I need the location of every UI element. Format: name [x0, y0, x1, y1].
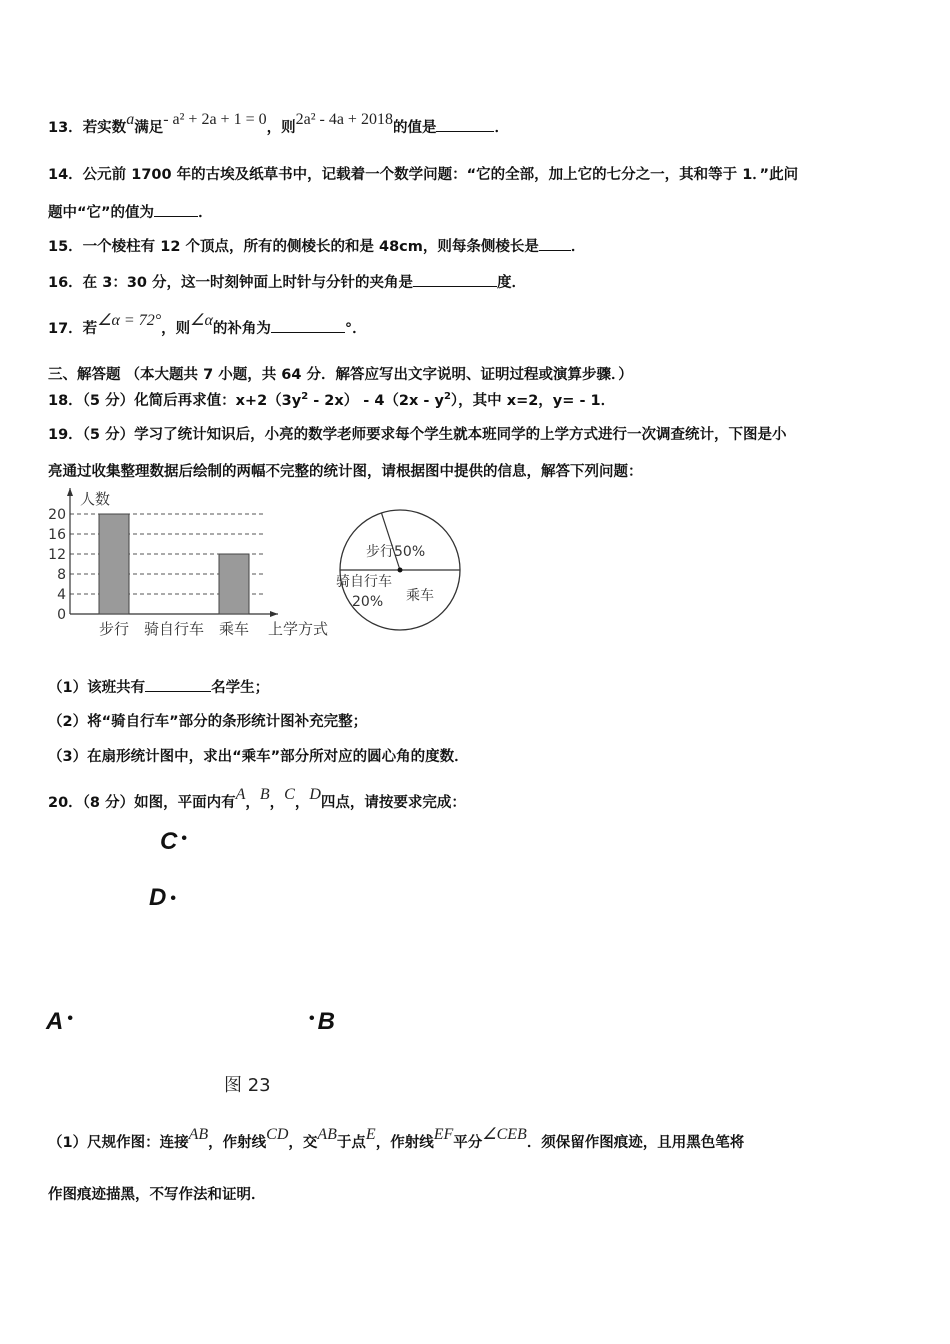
question-13: 13．若实数a满足- a² + 2a + 1 = 0，则2a² - 4a + 2018的值是 ． [48, 111, 509, 136]
section-heading: 三、解答题 （本大题共 7 小题，共 64 分．解答应写出文字说明、证明过程或演算步骤．） [48, 367, 633, 383]
question-20-part1-line2: 作图痕迹描黑，不写作法和证明． [48, 1187, 266, 1203]
var-a: a [126, 111, 135, 128]
y-tick-label: 12 [48, 547, 66, 563]
bar-chart [46, 486, 336, 642]
y-tick-label: 16 [48, 527, 66, 543]
question-19-part3: （3）在扇形统计图中，求出“乘车”部分所对应的圆心角的度数． [48, 749, 469, 765]
point-d: D • [149, 884, 176, 911]
question-14: 14．公元前 1700 年的古埃及纸草书中，记载着一个数学问题：“它的全部，加上它的七分之一，其和等于 1．”此问 [48, 167, 799, 183]
y-axis-arrow [67, 488, 73, 496]
y-tick-label: 20 [48, 507, 66, 523]
equation: - a² + 2a + 1 = 0 [163, 111, 267, 128]
answer-blank[interactable] [145, 677, 211, 692]
y-tick-label: 0 [57, 607, 66, 623]
pie-slice-boundary [381, 513, 400, 570]
question-15: 15．一个棱柱有 12 个顶点，所有的侧棱长的和是 48cm，则每条侧棱长是 ． [48, 235, 585, 256]
answer-blank[interactable] [154, 202, 198, 217]
pie-label-bike: 骑自行车 [336, 574, 392, 590]
y-tick-label: 4 [57, 587, 66, 603]
question-19-part2: （2）将“骑自行车”部分的条形统计图补充完整； [48, 714, 368, 730]
pie-label-bike-pct: 20% [352, 594, 384, 610]
point-a: A • [46, 1008, 73, 1035]
question-19-line2: 亮通过收集整理数据后绘制的两幅不完整的统计图，请根据图中提供的信息，解答下列问题： [48, 464, 643, 480]
answer-blank[interactable] [271, 318, 345, 333]
question-17: 17．若∠α = 72°，则∠α的补角为 °． [48, 312, 367, 337]
x-axis-label: 上学方式 [267, 620, 329, 638]
x-axis-arrow [270, 611, 278, 617]
angle-equation: ∠α = 72° [97, 312, 162, 329]
question-20-part1: （1）尺规作图：连接AB，作射线CD，交AB于点E，作射线EF平分∠CEB．须保留作图痕迹，且用黑色笔将 [48, 1126, 745, 1151]
point-b: • B [309, 1008, 335, 1035]
question-14-line2: 题中“它”的值为 ． [48, 201, 213, 222]
pie-center [398, 568, 403, 573]
y-axis-label: 人数 [80, 490, 111, 508]
pie-label-bus: 乘车 [406, 588, 434, 604]
x-tick-label: 骑自行车 [143, 620, 205, 638]
bar [99, 514, 129, 614]
bar [219, 554, 249, 614]
angle: ∠α [190, 312, 213, 329]
answer-blank[interactable] [539, 236, 571, 251]
answer-blank[interactable] [436, 117, 494, 132]
pie-label-walk: 步行50% [366, 544, 426, 560]
question-19-part1: （1）该班共有 名学生； [48, 676, 269, 697]
point-c: C • [160, 828, 187, 855]
y-tick-label: 8 [57, 567, 66, 583]
x-tick-label: 乘车 [218, 620, 250, 638]
answer-blank[interactable] [413, 272, 497, 287]
question-20: 20．（8 分）如图，平面内有A，B，C，D四点，请按要求完成： [48, 786, 466, 811]
question-18: 18．（5 分）化简后再求值：$x+2(3y^2 - 2x) - 4(2x - y^2)$，其中 x=2，y= - 1． [48, 391, 616, 409]
expression: 2a² - 4a + 2018 [295, 111, 393, 128]
question-19: 19．（5 分）学习了统计知识后，小亮的数学老师要求每个学生就本班同学的上学方式进行一次调查统计，下图是小 [48, 427, 787, 443]
x-tick-label: 步行 [98, 620, 130, 638]
pie-chart [330, 504, 470, 636]
question-16: 16．在 3：30 分，这一时刻钟面上时针与分针的夹角是 度． [48, 271, 526, 292]
figure-caption: 图 23 [224, 1075, 271, 1096]
